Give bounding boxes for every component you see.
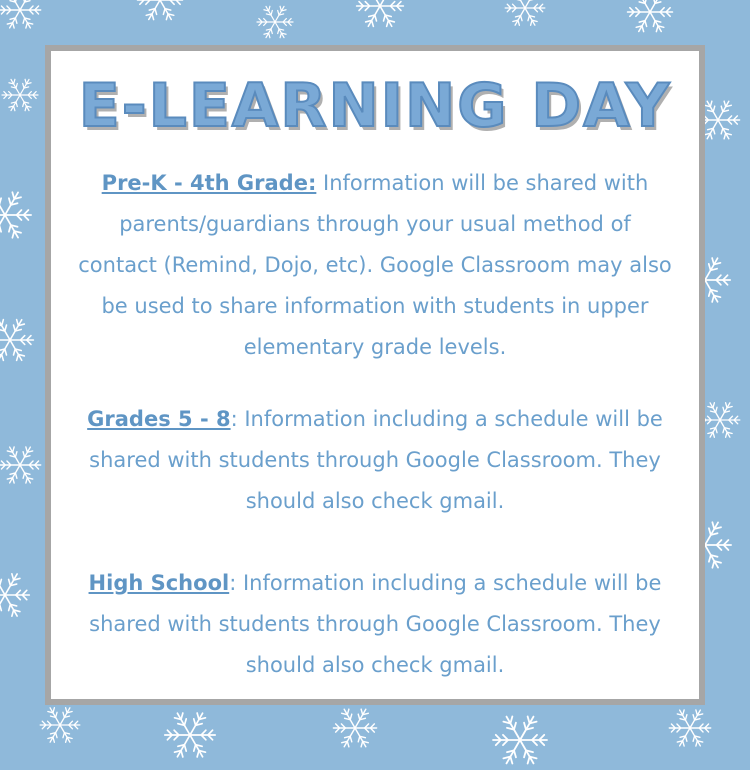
snowflake-icon — [0, 75, 40, 115]
snowflake-icon — [0, 314, 36, 366]
snowflake-icon — [0, 0, 43, 33]
announcement-card — [45, 45, 705, 705]
section-heading: High School — [89, 571, 230, 595]
section-text: : Information including a schedule will be shared with students through Google Classroom. They should also check gmail. — [89, 571, 661, 677]
section-grades-5-8 — [77, 399, 673, 522]
snowflake-icon — [38, 703, 82, 747]
section-heading: Grades 5 - 8 — [87, 407, 230, 431]
snowflake-icon — [255, 2, 295, 42]
section-text: Information will be shared with parents/guardians through your usual method of contact (Remind, Dojo, etc). Google Classroom may also be used to share information with students in upper elementary grade levels. — [78, 171, 672, 359]
section-high-school — [77, 563, 673, 686]
snowflake-icon — [331, 704, 379, 752]
snowflake-icon — [0, 442, 43, 488]
section-text: : Information including a schedule will be shared with students through Google Classroom. They should also check gmail. — [89, 407, 663, 513]
snowflake-icon — [135, 0, 185, 25]
snowflake-icon — [503, 0, 547, 30]
snowflake-icon — [354, 0, 406, 32]
section-heading: Pre-K - 4th Grade: — [102, 171, 317, 195]
snowflake-icon — [0, 568, 32, 622]
snowflake-icon — [0, 186, 34, 244]
snowflake-icon — [162, 707, 218, 763]
snowflake-icon — [490, 710, 550, 770]
page-title: E-LEARNING DAY — [51, 71, 699, 141]
snowflake-icon — [667, 705, 713, 751]
snowflake-icon — [625, 0, 675, 37]
section-prek-4 — [77, 163, 673, 368]
